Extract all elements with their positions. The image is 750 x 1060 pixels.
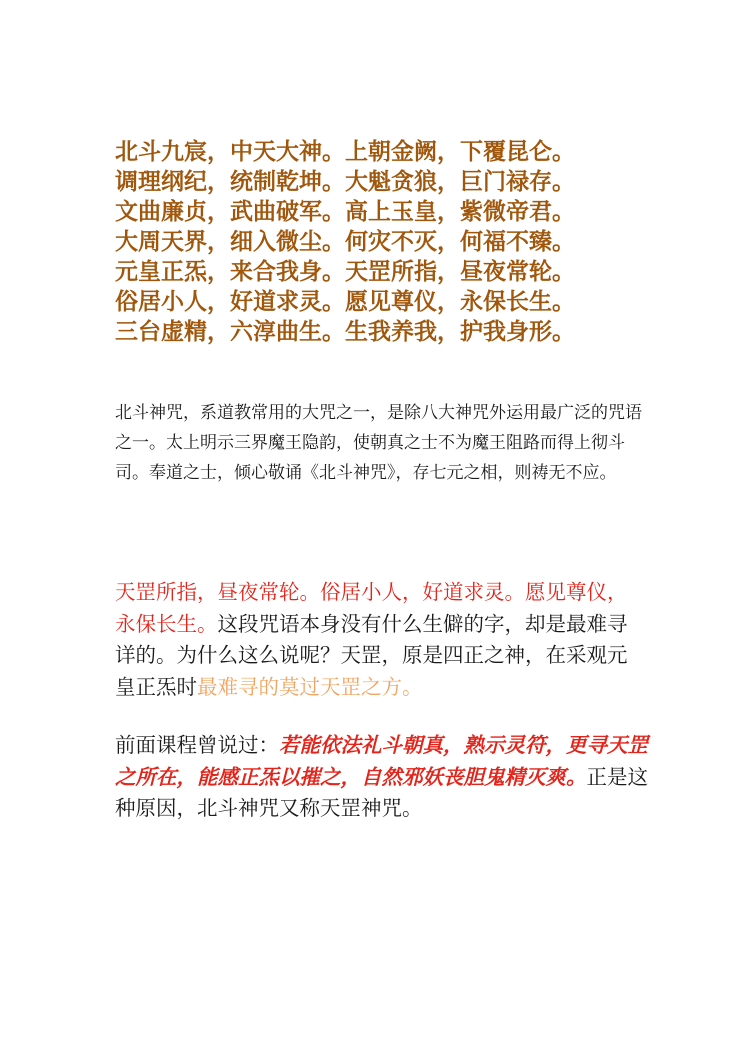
verse-line: 大周天界，细入微尘。何灾不灭，何福不臻。 (115, 228, 575, 255)
mantra-verse (115, 137, 675, 347)
verse-line: 北斗九宸，中天大神。上朝金阙，下覆昆仑。 (115, 138, 575, 165)
analysis-body-text: 这段咒语本身没有什么生僻的字，却是最难寻详的。为什么这么说呢？天罡，原是四正之神，在采观元皇正炁时 (115, 611, 628, 699)
highlight-conclusion-text: 最难寻的莫过天罡之方。 (197, 674, 423, 699)
lesson-paragraph (115, 730, 655, 825)
lesson-prefix: 前面课程曾说过： (115, 733, 279, 757)
verse-line: 三台虚精，六淳曲生。生我养我，护我身形。 (115, 318, 575, 345)
verse-line: 元皇正炁，来合我身。天罡所指，昼夜常轮。 (115, 258, 575, 285)
verse-line: 调理纲纪，统制乾坤。大魁贪狼，巨门禄存。 (115, 168, 575, 195)
verse-line: 俗居小人，好道求灵。愿见尊仪，永保长生。 (115, 288, 575, 315)
highlight-verse-text: 天罡所指，昼夜常轮。俗居小人，好道求灵。愿见尊仪，永保长生。 (115, 580, 628, 636)
lesson-suffix: 正是这种原因，北斗神咒又称天罡神咒。 (115, 764, 648, 820)
intro-paragraph: 北斗神咒，系道教常用的大咒之一，是除八大神咒外运用最广泛的咒语之一。太上明示三界魔王隐韵，使朝真之士不为魔王阻路而得上彻斗司。奉道之士，倾心敬诵《北斗神咒》，存七元之相，则祷无不应。 (115, 403, 642, 483)
verse-line: 文曲廉贞，武曲破军。高上玉皇，紫微帝君。 (115, 198, 575, 225)
analysis-paragraph (115, 577, 645, 703)
lesson-quote: 若能依法礼斗朝真，熟示灵符，更寻天罡之所在，能感正炁以摧之，自然邪妖丧胆鬼精灭爽。 (115, 733, 648, 789)
